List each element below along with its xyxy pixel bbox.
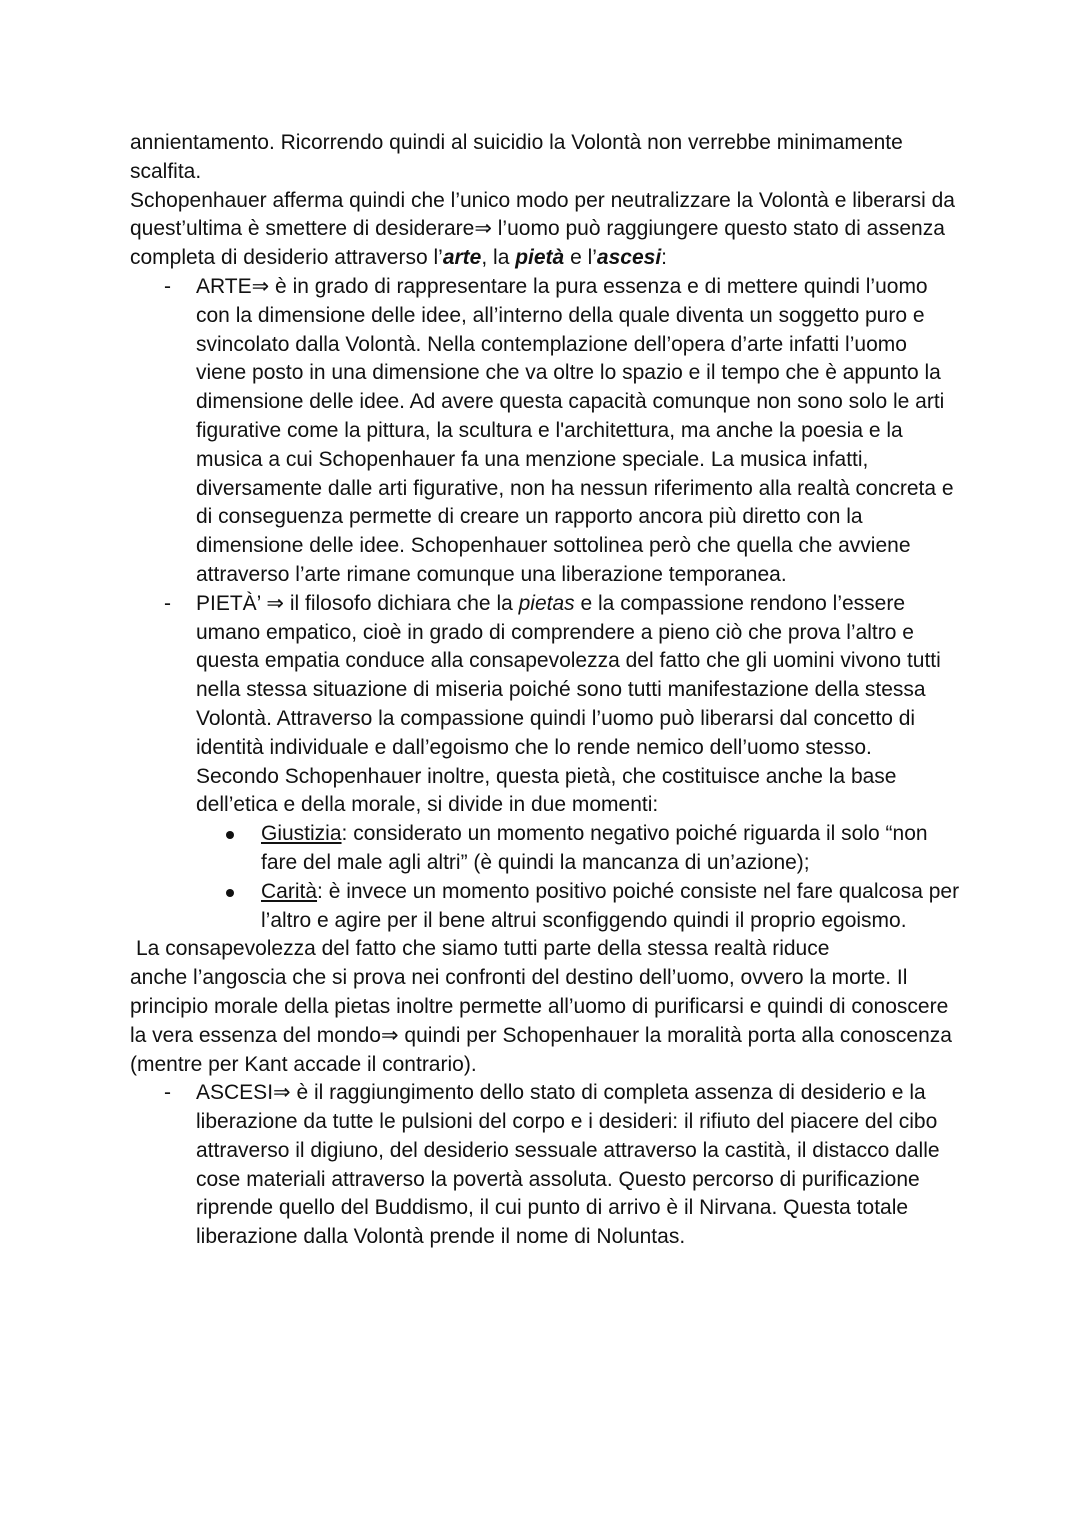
list-item-arte — [130, 273, 960, 590]
thesis-paragraph — [130, 187, 960, 273]
bullet-dot-icon — [226, 889, 234, 897]
list-item-giustizia — [130, 820, 960, 878]
document-page — [130, 129, 960, 1252]
middle-paragraph — [130, 935, 960, 1079]
list-item-carita — [130, 878, 960, 936]
term-pietas: pietas — [518, 591, 575, 615]
pieta-sublist — [130, 820, 960, 935]
pieta-text-b: e la compassione rendono l’essere umano empatico, cioè in grado di comprendere a pieno ciò che prova l’altro e questa empatia conduce alla consapevolezza del fatto che gli uomini vivono tutti nella stessa situazione di miseria poiché sono tutti manifestazione della stessa Volontà. Attraverso la compassione quindi l’uomo può liberarsi dal concetto di identità individuale e dall’egoismo che lo rende nemico dell’uomo stesso. Secondo Schopenhauer inoltre, questa pietà, che costituisce anche la base dell’etica e della morale, si divide in due momenti: — [196, 591, 941, 817]
middle-rest: anche l’angoscia che si prova nei confronti del destino dell’uomo, ovvero la morte. Il principio morale della pietas inoltre permette all’uomo di purificarsi e quindi di conoscere la vera essenza del mondo⇒ quindi per Schopenhauer la moralità porta alla conoscenza (mentre per Kant accade il contrario). — [130, 966, 952, 1076]
giustizia-label: Giustizia — [261, 822, 342, 846]
middle-line1: La consapevolezza del fatto che siamo tutti parte della stessa realtà riduce — [136, 937, 830, 961]
carita-text: : è invece un momento positivo poiché consiste nel fare qualcosa per l’altro e agire per il bene altrui sconfiggendo quindi il proprio egoismo. — [261, 879, 960, 932]
dash-marker: - — [164, 1081, 171, 1105]
pieta-text-a: PIETÀ’ ⇒ il filosofo dichiara che la — [196, 591, 519, 615]
bullet-dot-icon — [226, 831, 234, 839]
giustizia-text: : considerato un momento negativo poiché riguarda il solo “non fare del male agli altri” (è quindi la mancanza di un’azione); — [261, 822, 928, 874]
thesis-text-b: , la — [481, 246, 516, 270]
list-item-ascesi — [130, 1079, 960, 1252]
thesis-text-d: : — [661, 246, 667, 270]
list-item-pieta — [130, 590, 960, 820]
thesis-text-c: e l’ — [564, 246, 597, 270]
ascesi-text: ASCESI⇒ è il raggiungimento dello stato di completa assenza di desiderio e la liberazione da tutte le pulsioni del corpo e i desideri: il rifiuto del piacere del cibo attraverso il digiuno, del desiderio sessuale attraverso la castità, il distacco dalle cose materiali attraverso la povertà assoluta. Questo percorso di purificazione riprende quello del Buddismo, il cui punto di arrivo è il Nirvana. Questa totale liberazione dalla Volontà prende il nome di Noluntas. — [196, 1081, 940, 1249]
arte-text: ARTE⇒ è in grado di rappresentare la pura essenza e di mettere quindi l’uomo con la dimensione delle idee, all’interno della quale diventa un soggetto puro e svincolato dalla Volontà. Nella contemplazione dell’opera d’arte infatti l’uomo viene posto in una dimensione che va oltre lo spazio e il tempo che è appunto la dimensione delle idee. Ad avere questa capacità comunque non sono solo le arti figurative come la pittura, la scultura e l'architettura, ma anche la poesia e la musica a cui Schopenhauer fa una menzione speciale. La musica infatti, diversamente dalle arti figurative, non ha nessun riferimento alla realtà concreta e di conseguenza permette di creare un rapporto ancora più diretto con la dimensione delle idee. Schopenhauer sottolinea però che quella che avviene attraverso l’arte rimane comunque una liberazione temporanea. — [196, 274, 954, 586]
carita-label: Carità — [261, 879, 318, 903]
term-pieta: pietà — [515, 246, 565, 270]
thesis-text-a: Schopenhauer afferma quindi che l’unico modo per neutralizzare la Volontà e liberarsi da quest’ultima è smettere di desiderare⇒ l’uomo può raggiungere questo stato di assenza completa di desiderio attraverso l’ — [130, 188, 955, 270]
pieta-text — [196, 590, 960, 820]
intro-paragraph: annientamento. Ricorrendo quindi al suicidio la Volontà non verrebbe minimamente scalfita. — [130, 131, 903, 183]
dash-marker: - — [164, 274, 171, 298]
term-ascesi: ascesi — [596, 246, 662, 270]
dash-marker: - — [164, 591, 171, 615]
term-arte: arte — [442, 246, 482, 270]
